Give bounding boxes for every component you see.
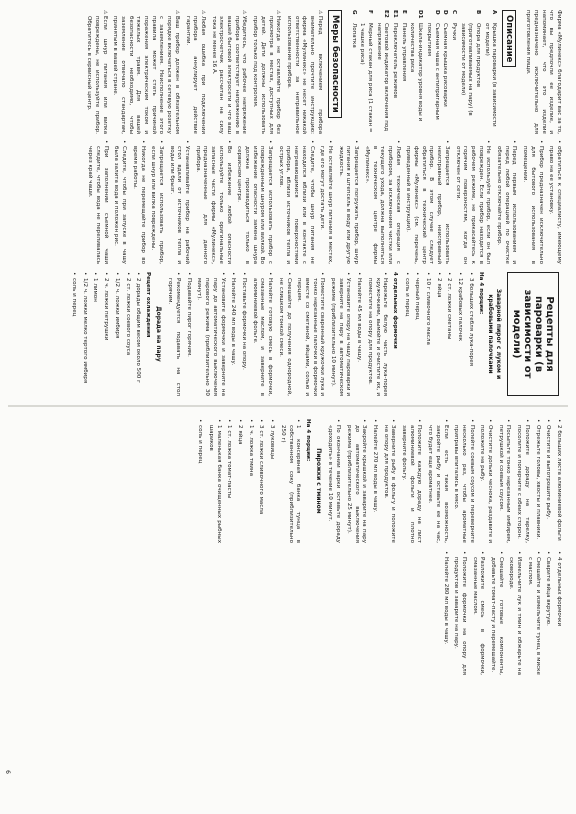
recipe-step: • Поместите сваренный кружочки лука и тонко нарезанные палочки в формочки вместе со сметаной, яйцами, солью и перцем. (295, 272, 326, 396)
ingredient-item: • соль и перец (196, 419, 204, 543)
safety-item: • Следите, чтобы при запуске в чашу была залита вода и положен рис. (112, 140, 127, 264)
safety-list (84, 10, 322, 134)
left-col-3 (65, 272, 562, 396)
ingredient-item: • черный перец (413, 272, 421, 396)
recipe1-title: Заварной пирог с луком и крабовыми палочками (487, 288, 502, 380)
safety-item: ⚠ Никогда не оставляйте прибор без присмотра в местах, доступных для детей. Дети должны использовать прибор только под контролем. (251, 10, 282, 134)
intro-text: Фирма «Мулинекс» благодарит вас за то, что вы предпочли ее изделие, и напоминает, что это изделие предназначено исключительно для приготовления пищи. (525, 10, 562, 134)
ingredient-item: • 2 яйца (235, 419, 243, 543)
recipe1-steps (166, 272, 389, 396)
safety-item: • Запрещается погружать прибор, шнур питания и штепсель в воду или другую жидкость. (336, 140, 359, 264)
recipe-step: • Посыпьте тонко нарезанным имбирем, петрушкой и соевым соусом. (496, 419, 511, 543)
recipe2-serves: Рецепт охлаждения (144, 272, 151, 338)
ingredient-item: • 1 маленькая банка очищенных рыбных шариков (206, 419, 221, 543)
recipe-step: • Нарежьте белую часть лука-порея кружочками, вымойте и очистите их, и поместите на опору для продуктов. (365, 272, 388, 396)
recipe1-serves: На 4 порции: (477, 272, 484, 315)
ingredient-item: • 1 лимон (91, 272, 99, 396)
recipe-step: • 2 больших листа алюминиевой фольги (554, 419, 562, 543)
safety-item: • Устанавливайте прибор на рабочий стол вдали от источников тепла и воды или брызг. (167, 140, 190, 264)
part-label: Съемная чаша с антипригарным покрытием (425, 23, 440, 120)
safety-item: • Запрещается использовать прибор с поврежденным шнуром или вилкой. Во избежание опасности замена шнура должна производиться только в сервисном центре. (235, 140, 274, 264)
safety-item: • Следите, чтобы шнур питания не находился вблизи или в контакте с нагревающимися поверхностями прибора, вблизи источников тепла и острых углов. (276, 140, 315, 264)
recipe-step: • Положите каждую дораду на лист алюминиевой фольги и плотно заверните фольгу. (399, 419, 422, 543)
part-code: D (433, 10, 440, 15)
ingredient-item: • 1 ст. ложка томат-пасты (225, 419, 233, 543)
safety-item: • обратиться к специалисту, имеющему право на ее установку. (547, 140, 562, 264)
safety-item: ⚠ Если шнур питания или вилка повреждены, не используйте прибор. Обратитесь в сервисный центр. (84, 10, 107, 134)
recipe-step: • Установите опору на чашу пароварки и заверните на пару в автоматическом режиме (приблизительно 10 минут). (328, 272, 351, 396)
safety-item: • Запрещается использовать неисправный прибор, неисправный прибор. В этом случае следует обратиться в технический центр фирмы «Мулинекс» (см. перечень, приведенный в инструкции). (404, 140, 450, 264)
recipe-step: • Смешайте и измельчите тунец в миске с маслом. (525, 551, 540, 675)
recipe-step: • Сварите яйца вкрутую. (544, 551, 552, 675)
recipe-step: • Закройте крышкой и заварите на пару до автоматического выключения режима (приблизительно 25 минут). (344, 419, 367, 543)
part-row (482, 10, 497, 134)
part-label: Световой индикатор включения под напряжение (375, 23, 390, 132)
part-code: E (400, 10, 407, 14)
right-col-1 (192, 419, 562, 543)
recipe-step: • Смешайте готовые компоненты, добавьте томат-пасту и перемешайте. (488, 551, 503, 675)
part-code: G (350, 10, 357, 15)
recipe1-serves2: 4 отдельных формочки (391, 272, 398, 349)
recipe-step: • Очистите и выпотрошите рыбу. (544, 419, 552, 543)
safety-heading: Меры безопасности (328, 10, 342, 118)
recipe-step: • Если есть такая возможность, закройте рыбу и оставьте ее на час, что будет еще ароматнее. (425, 419, 448, 543)
part-label: Переключатель режимов (392, 23, 399, 98)
safety-item: ⚠ Любая ошибка при подключении прибора аннулирует действие гарантии. (183, 10, 206, 134)
recipe-step: • Отрежьте головы, хвосты и плавники. (533, 419, 541, 543)
description-heading: Описание (502, 10, 516, 67)
ingredient-item: • 3 больших стебля лука-порея (466, 272, 474, 396)
ingredient-item: • 2 дорады общим весом около 500 г (134, 272, 142, 396)
part-row (374, 10, 389, 134)
safety-item: • Во избежание любой опасности используйте только оригинальные запасные части фирмы «Мулинекс», предназначенные для данного прибора. (193, 140, 232, 264)
safety-item: ⚠ Убедитесь, что рабочее напряжение прибора соответствует напряжению в вашей бытовой электросети и что ваш электросчетчик рассчитан на силу тока не менее 16 А. (209, 10, 248, 134)
recipe-step: • Очистите дольки чеснока, раздавите и положите на рыбу. (478, 419, 493, 543)
page-number: 6 (4, 770, 11, 774)
ingredient-item: • 1/2 ч. ложки имбиря (112, 272, 120, 396)
left-col-1 (80, 10, 562, 134)
part-code: C (450, 10, 457, 15)
part-code: E1 (392, 10, 399, 18)
recipe-step: • Установите формочки и заверните на пару до автоматического выключения парового режима (приблизительно 30 минут). (195, 272, 226, 396)
right-col-2 (437, 551, 562, 675)
part-row (399, 10, 407, 134)
part-code: D1 (417, 10, 424, 19)
recipe-step: • 4 отдельных формочки (554, 551, 562, 675)
recipe-step: • Налейте 240 мл воды в чашу. (229, 272, 237, 396)
steamer-recipes-title: Рецепты для пароварки (в зависимости от модели) (507, 272, 559, 396)
safety-item: • Перед первым использованием и перед любой операцией по очистке обязательно отключайте прибор. (494, 140, 517, 264)
recipe1-ingredients (402, 272, 474, 396)
safety-item: • Не используйте прибор, если он был поврежден. Если прибор находится в рабочем режиме, не прикасайтесь к горячим поверхностям, когда он отключен от сети. (453, 140, 492, 264)
recipe3-serves: На 4 порции: (305, 419, 312, 462)
ingredient-item: • 2 ч. ложки петрушки (101, 272, 109, 396)
ingredient-item: • 2 яйца (434, 272, 442, 396)
part-label: Шкала-индикатор уровня воды и количества риса (409, 23, 424, 122)
right-page (0, 407, 576, 814)
recipe2-title: Дорада на пару (154, 306, 162, 362)
part-row (349, 10, 357, 134)
part-label: Опора для продуктов (приготавливаемых на пару) (в зависимости от модели) (459, 23, 482, 116)
recipe3-ingredients (196, 419, 302, 543)
recipe-step: • Заверните рыбу в фольгу и положите на опору для продуктов. (381, 419, 396, 543)
part-row (424, 10, 439, 134)
recipe-step: • Рекомендуется подавать на стол горячим. (166, 272, 181, 396)
recipe-step: • По окончании варки оставьте дораду «доходить» в течение 10 минут. (326, 419, 341, 543)
part-row (408, 10, 423, 134)
part-code: D (442, 10, 449, 15)
recipe-step: • Налейте 270 мл воды в чашу. (370, 419, 378, 543)
part-code: А (491, 10, 498, 15)
left-col-2 (82, 140, 562, 264)
part-label: Съемная крышка рисоварки (442, 23, 449, 107)
ingredient-item: • 12 крабовых палочек (455, 272, 463, 396)
recipe3-title: Пирожки с тмином (314, 448, 322, 514)
part-label: Лопатка (350, 23, 357, 48)
ingredient-item: • соль и перец (69, 272, 77, 396)
recipe-step: • Положите дораду на тарелку, посолите и поперчите с обеих сторон. (514, 419, 529, 543)
part-row (390, 10, 398, 134)
safety-item: • Никогда не перемещайте прибор во время работы. (130, 140, 145, 264)
safety-item: • При заполнении съемной чаши следите, чтобы вода не переливалась через край чаши. (86, 140, 109, 264)
part-label: Ручки (450, 23, 457, 41)
ingredient-item: • 3 луковицы (268, 419, 276, 543)
recipe-step: • Измельчите лук и тмин и обжарьте на сковороде. (507, 551, 522, 675)
ingredient-item: • 10 г сливочного масла (423, 272, 431, 396)
recipe-step: • Разложите смесь в формочки, смазанные маслом. (470, 551, 485, 675)
ingredient-item: • соль и перец (402, 272, 410, 396)
ingredient-item: • 1/2 ч. ложки мелко тертого имбиря (80, 272, 88, 396)
part-label: Мерный стакан для риса (1 стакан = 1 чашке риса) (359, 23, 373, 133)
ingredient-item: • 2 ст. ложки соевого соуса (123, 272, 131, 396)
recipe3-steps (441, 551, 562, 675)
part-code: E2 (383, 10, 390, 18)
part-code: B (475, 10, 482, 15)
ingredient-item: • 1 консервная банка тунца в собственном соку (приблизительно 250 г) (278, 419, 301, 543)
recipe-step: • Налейте 45 мл воды в чашу. (354, 272, 362, 396)
recipe-step: • Положите формочки на опору для продуктов и заварите на пару. (452, 551, 467, 675)
recipe2-ingredients (69, 272, 141, 396)
ingredient-item: • 1 ч. ложка тмина (246, 419, 254, 543)
safety-item: ⚠ Перед включением прибора внимательно прочтите инструкцию: фирма «Мулинекс» не несет никакой ответственности за неправильное использование прибора. (284, 10, 323, 134)
part-label: Крышка пароварки (в зависимости от модели) (483, 23, 498, 127)
part-label: Панель управления (400, 23, 407, 82)
part-row (449, 10, 457, 134)
recipe-step: • Налейте готовую смесь в формочки, смазанные маслом, и заверните в алюминиевой фольге. (250, 272, 273, 396)
ingredient-item: • 3 ст. ложки сливочного масла (257, 419, 265, 543)
safety-item: • Прибор предназначен исключительно для бытового использования в помещении. (520, 140, 543, 264)
recipe-step: • Полейте соевым соусом и переверните несколько раз, чтобы ароматные приправы впитались в мясо. (452, 419, 475, 543)
recipe-step: • Подавайте пирог горячим. (184, 272, 192, 396)
safety-item: ⚠ Ваш прибор должен в обязательном порядке включаться в сетевую розетку с заземлением. Неисполнение этого правила может стать причиной поражения электрическим током и тяжелых травм. Для вашей безопасности необходимо, чтобы заземление отвечало стандартам, принятым в вашей стране. (111, 10, 180, 134)
safety-item: • Запрещается использовать прибор, если шнур или вилка повреждены. (149, 140, 164, 264)
parts-list (349, 10, 498, 134)
recipe-step: • Смешайте до получения однородной, не слишком тонкой смеси. (276, 272, 291, 396)
part-row (441, 10, 449, 134)
safety-list-continued (86, 140, 562, 264)
recipe-step: • Налейте 280 мл воды в чашу. (441, 551, 449, 675)
dorada-steps (326, 419, 562, 543)
part-code: F (366, 10, 373, 14)
ingredient-item: • 2 ст. ложки сметаны (445, 272, 453, 396)
recipe-step: • Поставьте формочки на опору. (239, 272, 247, 396)
safety-item: • Не оставляйте шнур питания в местах, где его могут достать дети. (318, 140, 333, 264)
part-row (358, 10, 373, 134)
safety-item: • Любая техническая операция с прибором, за исключением чистки или текущего ухода, должна выполняться в техническом центре фирмы «Мулинекс». (362, 140, 401, 264)
part-row (458, 10, 481, 134)
